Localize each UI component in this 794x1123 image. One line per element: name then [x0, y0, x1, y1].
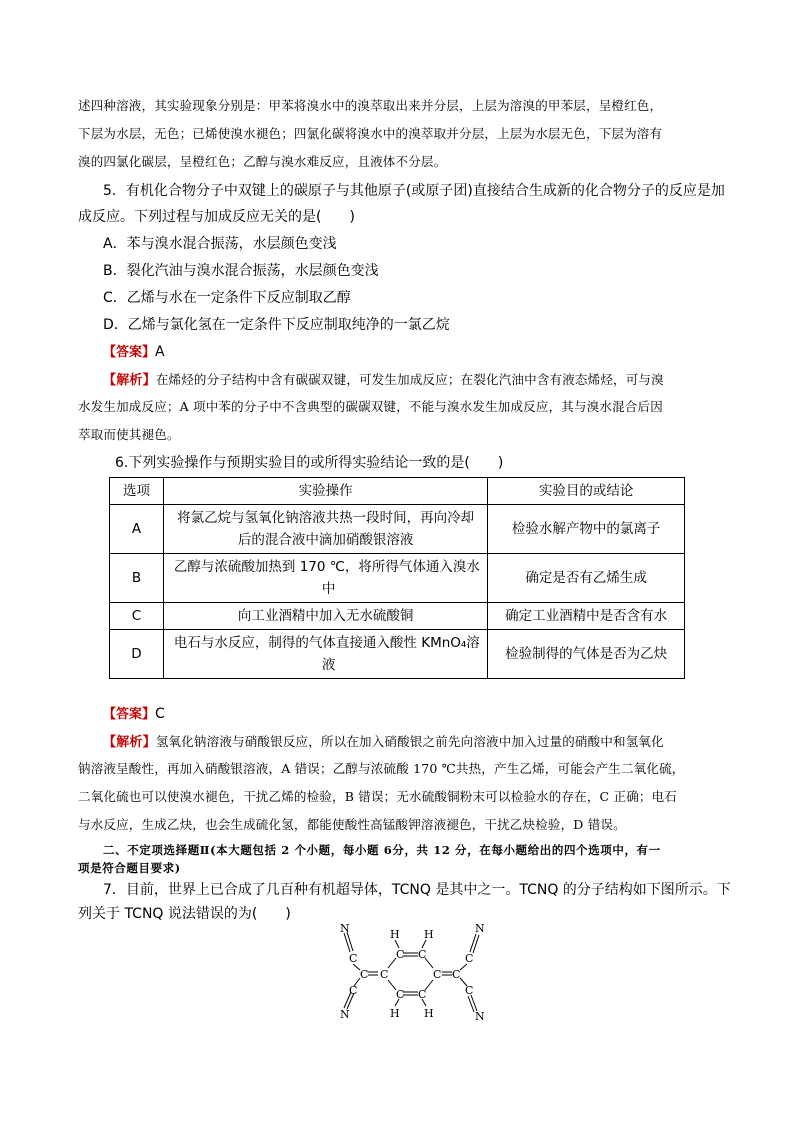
q5-analysis-line-3: 萃取而使其褪色。 — [78, 427, 180, 442]
row-d-operation: 电石与水反应，制得的气体直接通入酸性 KMnO₄溶 液 — [163, 630, 487, 679]
table-row — [110, 554, 685, 603]
q6-stem: 6.下列实验操作与预期实验目的或所得实验结论一致的是( ) — [115, 455, 504, 471]
table-row — [110, 505, 685, 554]
atom-c: C — [418, 948, 427, 961]
q6-analysis-line-2: 钠溶液呈酸性，再加入硝酸银溶液，A 错误；乙醇与浓硫酸 170 ℃共热，产生乙烯，可能会产生二氧化硫， — [78, 761, 685, 776]
intro-line-2: 下层为水层，无色；已烯使溴水褪色；四氯化碳将溴水中的溴萃取并分层，上层为水层无色，下层为溶有 — [78, 126, 663, 141]
row-c-conclusion: 确定工业酒精中是否含有水 — [488, 603, 685, 630]
header-operation: 实验操作 — [163, 478, 487, 505]
q5-option-a: A．苯与溴水混合振荡，水层颜色变浅 — [103, 236, 337, 252]
q6-analysis-text-1: 氢氧化钠溶液与硝酸银反应，所以在加入硝酸银之前先向溶液中加入过量的硝酸中和氢氧化 — [155, 734, 664, 749]
atom-h: H — [390, 1007, 400, 1020]
row-b-conclusion: 确定是否有乙烯生成 — [488, 554, 685, 603]
table-row — [110, 630, 685, 679]
q5-analysis-tag: 【解析】 — [103, 373, 156, 388]
q5-analysis-text-1: 在烯烃的分子结构中含有碳碳双键，可发生加成反应；在裂化汽油中含有液态烯烃，可与溴 — [155, 372, 664, 387]
intro-line-3: 溴的四氯化碳层，呈橙红色；乙醇与溴水难反应，且液体不分层。 — [78, 154, 447, 169]
atom-n: N — [475, 1010, 485, 1023]
q6-experiment-table — [109, 477, 685, 679]
row-c-operation: 向工业酒精中加入无水硫酸铜 — [163, 603, 487, 630]
table-row — [110, 603, 685, 630]
tcnq-structure-diagram — [320, 920, 500, 1025]
section-2-title-line-1: 二、不定项选择题Ⅱ(本大题包括 2 个小题，每小题 6分，共 12 分，在每小题给出的四个选项中，有一 — [103, 843, 661, 857]
atom-c: C — [418, 988, 427, 1001]
atom-c: C — [433, 968, 442, 981]
atom-n: N — [340, 922, 350, 935]
q5-option-d: D．乙烯与氯化氢在一定条件下反应制取纯净的一氯乙烷 — [103, 317, 450, 333]
q5-answer-value: A — [155, 344, 165, 360]
atom-c: C — [452, 968, 461, 981]
q5-analysis-line-2: 水发生加成反应；A 项中苯的分子中不含典型的碳碳双键，不能与溴水发生加成反应，其与溴水混合后因 — [78, 399, 663, 414]
atom-h: H — [390, 928, 400, 941]
row-d-conclusion: 检验制得的气体是否为乙炔 — [488, 630, 685, 679]
atom-c: C — [465, 984, 474, 997]
row-b-operation: 乙醇与浓硫酸加热到 170 ℃，将所得气体通入溴水 中 — [163, 554, 487, 603]
header-option: 选项 — [110, 478, 164, 505]
atom-c: C — [465, 952, 474, 965]
atom-n: N — [340, 1008, 350, 1021]
q5-stem-line-2: 成反应。下列过程与加成反应无关的是( ) — [78, 209, 355, 225]
atom-h: H — [424, 928, 434, 941]
q5-option-c: C．乙烯与水在一定条件下反应制取乙醇 — [103, 290, 351, 306]
q5-stem-line-1: 5．有机化合物分子中双键上的碳原子与其他原子(或原子团)直接结合生成新的化合物分子的反应是加 — [103, 183, 725, 199]
atom-c: C — [349, 984, 358, 997]
q6-analysis-line-3: 二氧化硫也可以使溴水褪色，干扰乙烯的检验，B 错误；无水硫酸铜粉末可以检验水的存在，C 正确；电石 — [78, 789, 677, 804]
row-a-operation: 将氯乙烷与氢氧化钠溶液共热一段时间，再向冷却 后的混合液中滴加硝酸银溶液 — [163, 505, 487, 554]
atom-n: N — [475, 922, 485, 935]
q6-answer-tag: 【答案】 — [103, 707, 156, 722]
row-a-conclusion: 检验水解产物中的氯离子 — [488, 505, 685, 554]
table-header-row — [110, 478, 685, 505]
atom-c: C — [349, 952, 358, 965]
row-d-option: D — [110, 630, 164, 679]
q5-answer-tag: 【答案】 — [103, 345, 156, 360]
atom-c: C — [396, 948, 405, 961]
atom-h: H — [424, 1007, 434, 1020]
row-b-option: B — [110, 554, 164, 603]
atom-c: C — [360, 968, 369, 981]
q6-analysis-line-4: 与水反应，生成乙炔，也会生成硫化氢，都能使酸性高锰酸钾溶液褪色，干扰乙炔检验，D 错误。 — [78, 817, 626, 832]
row-c-option: C — [110, 603, 164, 630]
section-2-title-line-2: 项是符合题目要求) — [78, 861, 181, 875]
q5-answer — [103, 341, 165, 360]
q6-analysis-line-1 — [103, 731, 664, 750]
q5-analysis-line-1 — [103, 369, 664, 388]
row-a-option: A — [110, 505, 164, 554]
q7-stem-line-2: 列关于 TCNQ 说法错误的为( ) — [78, 906, 291, 922]
q6-answer-value: C — [155, 706, 165, 722]
intro-line-1: 述四种溶液，其实验现象分别是：甲苯将溴水中的溴萃取出来并分层，上层为溶溴的甲苯层，呈橙红色， — [78, 98, 663, 113]
q6-answer — [103, 703, 165, 722]
q6-analysis-tag: 【解析】 — [103, 735, 156, 750]
q7-stem-line-1: 7．目前，世界上已合成了几百种有机超导体，TCNQ 是其中之一。TCNQ 的分子结构如下图所示。下 — [103, 882, 731, 898]
atom-c: C — [380, 968, 389, 981]
atom-c: C — [396, 988, 405, 1001]
header-conclusion: 实验目的或结论 — [488, 478, 685, 505]
q5-option-b: B．裂化汽油与溴水混合振荡，水层颜色变浅 — [103, 263, 379, 279]
